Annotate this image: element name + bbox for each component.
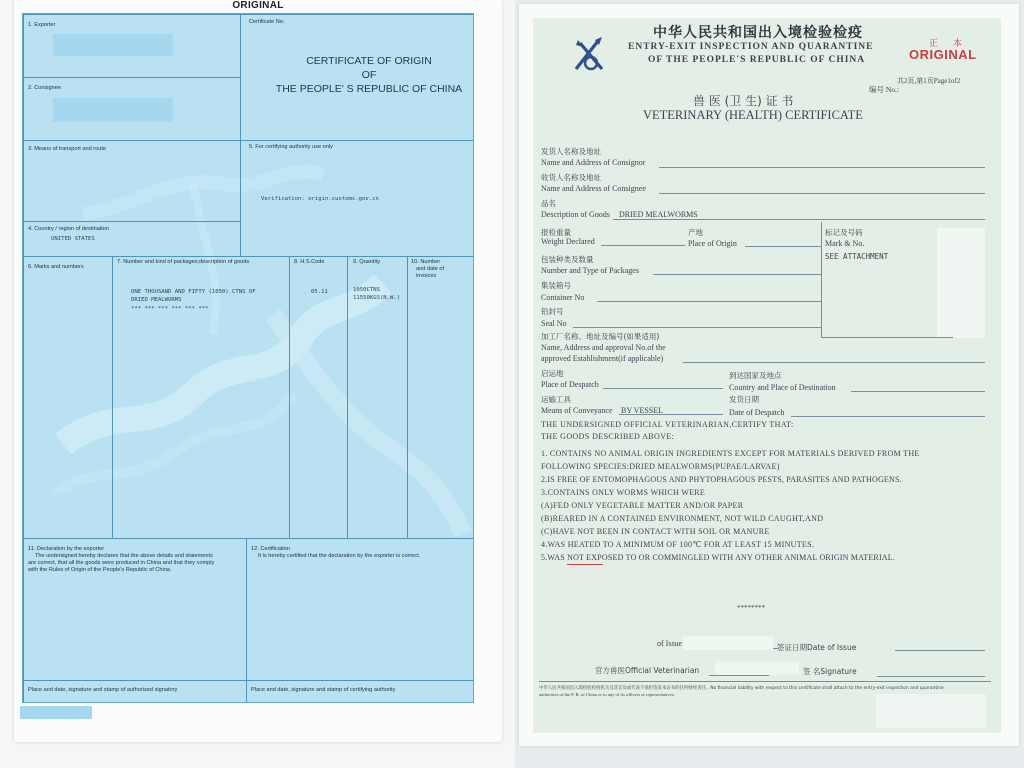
establishment-en-1: Name, Address and approval No.of the xyxy=(541,343,666,352)
ciq-emblem-icon xyxy=(568,33,612,77)
packages-line xyxy=(653,274,821,275)
certificate-form xyxy=(22,13,474,703)
establishment-en-2: approved Establishment(if applicable) xyxy=(541,354,664,363)
footer-divider xyxy=(539,681,991,682)
statement-9: (C)HAVE NOT BEEN IN CONTACT WITH SOIL OR MANURE xyxy=(541,527,770,536)
description-label: 7. Number and kind of packages;description of goods xyxy=(117,259,250,265)
certificate-number-label: 编号 No.: xyxy=(869,85,899,94)
place-of-issue: of Issue xyxy=(657,639,683,648)
description-line-3: *** *** *** *** *** *** xyxy=(131,306,209,312)
consignee-redaction xyxy=(53,98,173,122)
seal-line xyxy=(573,327,821,328)
statement-10: 4.WAS HEATED TO A MINIMUM OF 100℃ FOR AT LEAST 15 MINUTES. xyxy=(541,540,815,549)
exporter-redaction xyxy=(53,34,173,56)
disclaimer-2: authorities of the P. R. of China or to any of its officers or representatives. xyxy=(539,692,675,697)
title-line-2: OF xyxy=(361,69,377,81)
packages-en: Number and Type of Packages xyxy=(541,266,639,275)
stamp-redaction xyxy=(876,694,986,728)
veterinary-sheet xyxy=(533,18,1001,733)
description-line-2: DRIED MEALWORMS xyxy=(131,297,182,303)
official-veterinarian: 官方兽医Official Veterinarian xyxy=(595,666,700,675)
signature-line xyxy=(877,676,985,677)
origin-line xyxy=(745,246,821,247)
statement-6: 3.CONTAINS ONLY WORMS WHICH WERE xyxy=(541,488,706,497)
weight-cn: 报检重量 xyxy=(541,228,571,237)
despatch-place-cn: 启运地 xyxy=(541,369,564,378)
date-of-issue: 签证日期Date of Issue xyxy=(777,643,857,652)
destination-cn: 到达国家及地点 xyxy=(729,371,782,380)
transport-label: 3. Means of transport and route xyxy=(28,146,107,152)
quantity-line-2: 11550KGS(N.W.) xyxy=(353,295,401,301)
destination-en: Country and Place of Destination xyxy=(729,383,836,392)
mark-cn: 标记及号码 xyxy=(825,228,863,237)
statement-1: THE UNDERSIGNED OFFICIAL VETERINARIAN,CERTIFY THAT: xyxy=(541,420,794,429)
seal-en: Seal No xyxy=(541,319,567,328)
page-info: 共2页,第1页Page1of2 xyxy=(897,77,961,85)
container-cn: 集装箱号 xyxy=(541,281,571,290)
destination-label: 4. Country / region of destination xyxy=(28,226,109,232)
declaration-label: 11. Declaration by the exporter xyxy=(28,546,105,552)
title-line-3: THE PEOPLE' S REPUBLIC OF CHINA xyxy=(275,83,463,95)
mark-value: SEE ATTACHMENT xyxy=(825,252,889,261)
goods-value: DRIED MEALWORMS xyxy=(619,210,698,219)
certificate-no-label: Certificate No. xyxy=(249,19,285,25)
authority-label: 5. For certifying authority use only xyxy=(249,144,333,150)
consignor-en: Name and Address of Consignor xyxy=(541,158,646,167)
declaration-text-1: The undersigned hereby declares that the above details and statements xyxy=(35,553,213,559)
statement-2: THE GOODS DESCRIBED ABOVE: xyxy=(541,432,675,441)
certification-text: It is hereby certified that the declaration by the exporter is correct. xyxy=(258,553,421,559)
original-english: ORIGINAL xyxy=(909,47,977,62)
mark-redaction xyxy=(937,228,985,338)
invoices-label-3: invoices xyxy=(416,273,437,279)
box-invoices xyxy=(407,256,474,539)
invoices-label-1: 10. Number xyxy=(411,259,441,265)
goods-en: Description of Goods xyxy=(541,210,610,219)
declaration-text-2: are correct, that all the goods were produced in China and that they comply xyxy=(28,560,215,566)
certification-label: 12. Certification xyxy=(251,546,290,552)
consignor-cn: 发货人名称及地址 xyxy=(541,147,601,156)
mark-divider xyxy=(821,222,822,338)
title-line-1: CERTIFICATE OF ORIGIN xyxy=(306,55,432,67)
packages-cn: 包装种类及数量 xyxy=(541,255,594,264)
conveyance-cn: 运输工具 xyxy=(541,395,571,404)
seal-cn: 铅封号 xyxy=(541,307,564,316)
despatch-date-cn: 发货日期 xyxy=(729,395,759,404)
conveyance-line xyxy=(619,414,723,415)
bottom-redaction xyxy=(20,706,92,719)
statement-5: 2.IS FREE OF ENTOMOPHAGOUS AND PHYTOPHAGOUS PESTS, PARASITES AND PATHOGENS. xyxy=(541,475,902,484)
hscode-label: 8. H.S.Code xyxy=(294,259,325,265)
despatch-date-en: Date of Despatch xyxy=(729,408,785,417)
asterisks: ******** xyxy=(737,604,765,612)
declaration-text-3: with the Rules of Origin of the People's Republic of China. xyxy=(28,567,172,573)
consignee-label: 2. Consignee xyxy=(28,85,61,91)
goods-cn: 品名 xyxy=(541,199,556,208)
conveyance-value: BY VESSEL xyxy=(621,406,664,415)
issue-redaction xyxy=(683,636,773,650)
destination-line xyxy=(851,391,985,392)
statement-11: 5.WAS NOT EXPOSED TO OR COMMINGLED WITH ANY OTHER ANIMAL ORIGIN MATERIAL. xyxy=(541,553,896,562)
weight-en: Weight Declared xyxy=(541,237,595,246)
container-en: Container No xyxy=(541,293,585,302)
signature-label: 签 名Signature xyxy=(803,667,857,676)
quantity-line-1: 1050CTNS xyxy=(353,287,380,293)
subtitle-english: VETERINARY (HEALTH) CERTIFICATE xyxy=(643,108,863,122)
title-english-2: OF THE PEOPLE'S REPUBLIC OF CHINA xyxy=(648,55,866,65)
invoices-label-2: and date of xyxy=(416,266,444,272)
original-chinese: 正 本 xyxy=(929,39,968,49)
exporter-label: 1. Exporter xyxy=(28,22,56,28)
marks-label: 6. Marks and numbers xyxy=(28,264,84,270)
box-hscode xyxy=(289,256,348,539)
consignee-en: Name and Address of Consignee xyxy=(541,184,646,193)
establishment-line xyxy=(683,362,985,363)
origin-en: Place of Origin xyxy=(688,239,737,248)
footer-left-label: Place and date, signature and stamp of authorized signatory xyxy=(28,687,178,693)
establishment-cn: 加工厂名称、地址及编号(如果适用) xyxy=(541,332,660,341)
mark-box-bottom xyxy=(821,337,953,338)
destination-value: UNITED STATES xyxy=(51,236,95,242)
veterinary-certificate xyxy=(519,4,1019,746)
description-line-1: ONE THOUSAND AND FIFTY (1050) CTNS OF xyxy=(131,289,256,295)
footer-right-label: Place and date, signature and stamp of certifying authority xyxy=(251,687,396,693)
origin-cn: 产地 xyxy=(688,228,703,237)
handwritten-underline xyxy=(567,564,603,565)
statement-8: (B)REARED IN A CONTAINED ENVIRONMENT, NOT WILD CAUGHT,AND xyxy=(541,514,824,523)
consignee-line xyxy=(659,193,985,194)
date-of-issue-line xyxy=(895,650,985,651)
title-chinese: 中华人民共和国出入境检验检疫 xyxy=(653,25,863,41)
statement-4: FOLLOWING SPECIES:DRIED MEALWORMS(PUPAE/LARVAE) xyxy=(541,462,780,471)
certificate-of-origin xyxy=(14,0,502,742)
box-certification xyxy=(246,538,474,703)
disclaimer-1: 中华人民共和国出入境检验检疫机关及其官员或代表不承担签发本证书的任何财经责任。No financial liability with respect to this certificate shall attach to the entry-exit inspection and quarantine xyxy=(539,686,944,691)
title-english-1: ENTRY-EXIT INSPECTION AND QUARANTINE xyxy=(628,42,874,52)
original-header: ORIGINAL xyxy=(232,0,284,11)
certificate-title xyxy=(263,54,474,96)
mark-en: Mark & No. xyxy=(825,239,865,248)
conveyance-en: Means of Conveyance xyxy=(541,406,613,415)
hscode-value: 05.11 xyxy=(311,289,328,295)
verification-text: Verification: origin.customs.gov.cn xyxy=(261,196,379,202)
statement-7: (A)FED ONLY VEGETABLE MATTER AND/OR PAPER xyxy=(541,501,744,510)
weight-line xyxy=(601,245,685,246)
despatch-date-line xyxy=(791,416,985,417)
statement-3: 1. CONTAINS NO ANIMAL ORIGIN INGREDIENTS EXCEPT FOR MATERIALS DERIVED FROM THE xyxy=(541,449,920,458)
container-line xyxy=(597,301,821,302)
consignor-line xyxy=(659,167,985,168)
despatch-place-line xyxy=(603,388,723,389)
subtitle-chinese: 兽 医 (卫 生) 证 书 xyxy=(693,94,794,108)
goods-line xyxy=(613,219,985,220)
despatch-place-en: Place of Despatch xyxy=(541,380,599,389)
vet-redaction xyxy=(715,661,799,675)
box-marks xyxy=(23,256,113,539)
veterinarian-line xyxy=(709,675,769,676)
consignee-cn: 收货人名称及地址 xyxy=(541,173,601,182)
quantity-label: 9. Quantity xyxy=(353,259,381,265)
